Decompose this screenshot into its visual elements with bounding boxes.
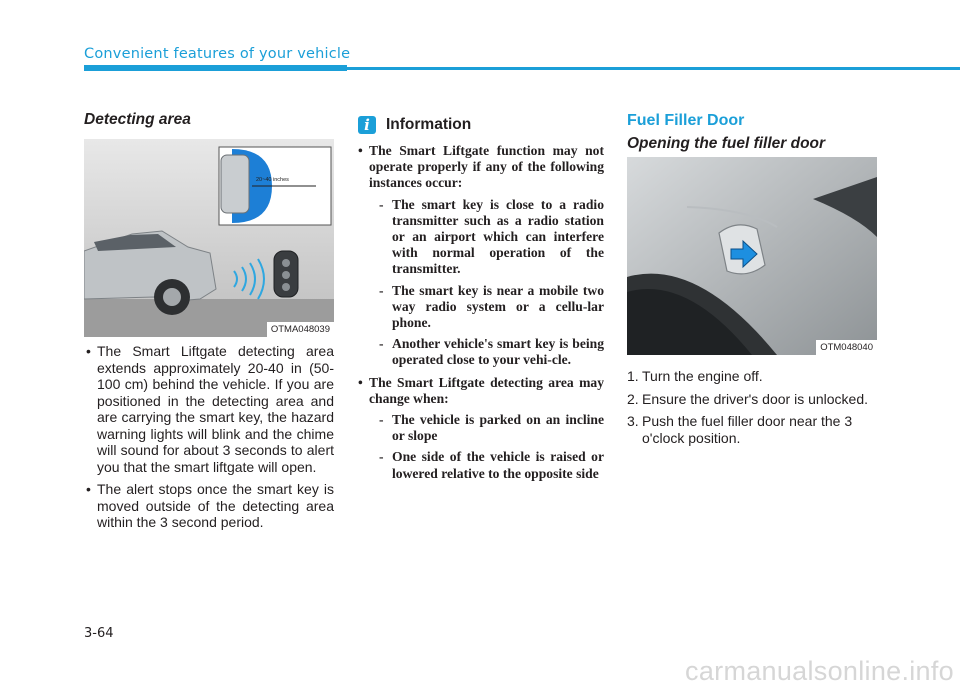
information-icon: i — [358, 116, 376, 134]
list-item: 3. Push the fuel filler door near the 3 o'clock position. — [627, 413, 853, 446]
info-subitem: - The vehicle is parked on an incline or slope — [379, 412, 604, 444]
info-subitem: - Another vehicle's smart key is being operated close to your vehi-cle. — [379, 336, 604, 368]
list-item: 1. Turn the engine off. — [627, 368, 763, 384]
section-header-title: Convenient features of your vehicle — [84, 46, 351, 62]
fuel-door-svg — [627, 157, 877, 355]
information-title: Information — [386, 116, 472, 133]
page-number: 3-64 — [84, 626, 114, 641]
figure-caption-left: OTMA048039 — [267, 322, 334, 337]
header-rule-accent — [84, 65, 347, 71]
info-subitem: - The smart key is near a mobile two way radio system or a cellu-lar phone. — [379, 282, 604, 331]
info-subitem: - The smart key is close to a radio transmitter such as a radio station or an airport which can interfere with normal operation of the transmitter. — [379, 196, 604, 277]
information-header — [358, 116, 471, 134]
fuel-door-steps — [627, 368, 877, 452]
range-label: 20~40 inches — [256, 177, 289, 183]
info-item: • The Smart Liftgate detecting area may change when: - The vehicle is parked on an incline or slope - One side of the vehicle is raised or lowered relative to the opposite side — [358, 374, 604, 481]
fuel-door-illustration — [627, 157, 877, 355]
info-item: • The Smart Liftgate function may not operate properly if any of the following instances occur: - The smart key is close to a radio transmitter such as a radio station or an airport which can interfere with normal operation of the transmitter. - The smart key is near a mobile two way radio system or a cellu-lar phone. - Another vehicle's smart key is being operated close to your vehi-cle. — [358, 143, 604, 368]
fuel-filler-door-heading: Fuel Filler Door — [627, 112, 745, 129]
list-item: 2. Ensure the driver's door is unlocked. — [627, 390, 869, 407]
list-item: • The alert stops once the smart key is moved outside of the detecting area within the 3 second period. — [86, 481, 334, 530]
detecting-area-svg — [84, 139, 334, 337]
list-item: • The Smart Liftgate detecting area extends approximately 20-40 in (50-100 cm) behind the vehicle. If you are positioned in the detecting area and are carrying the smart key, the hazard warning lights will blink and the chime will sound for about 3 seconds to alert you that the smart liftgate will open. — [86, 343, 334, 475]
detecting-area-bullets — [84, 343, 334, 537]
information-body — [356, 143, 604, 488]
detecting-area-heading: Detecting area — [84, 111, 191, 128]
watermark: carmanualsonline.info — [685, 656, 954, 686]
detecting-area-illustration — [84, 139, 334, 337]
opening-fuel-door-heading: Opening the fuel filler door — [627, 135, 826, 152]
figure-caption-right: OTM048040 — [816, 340, 877, 355]
info-subitem: - One side of the vehicle is raised or lowered relative to the opposite side — [379, 449, 604, 481]
